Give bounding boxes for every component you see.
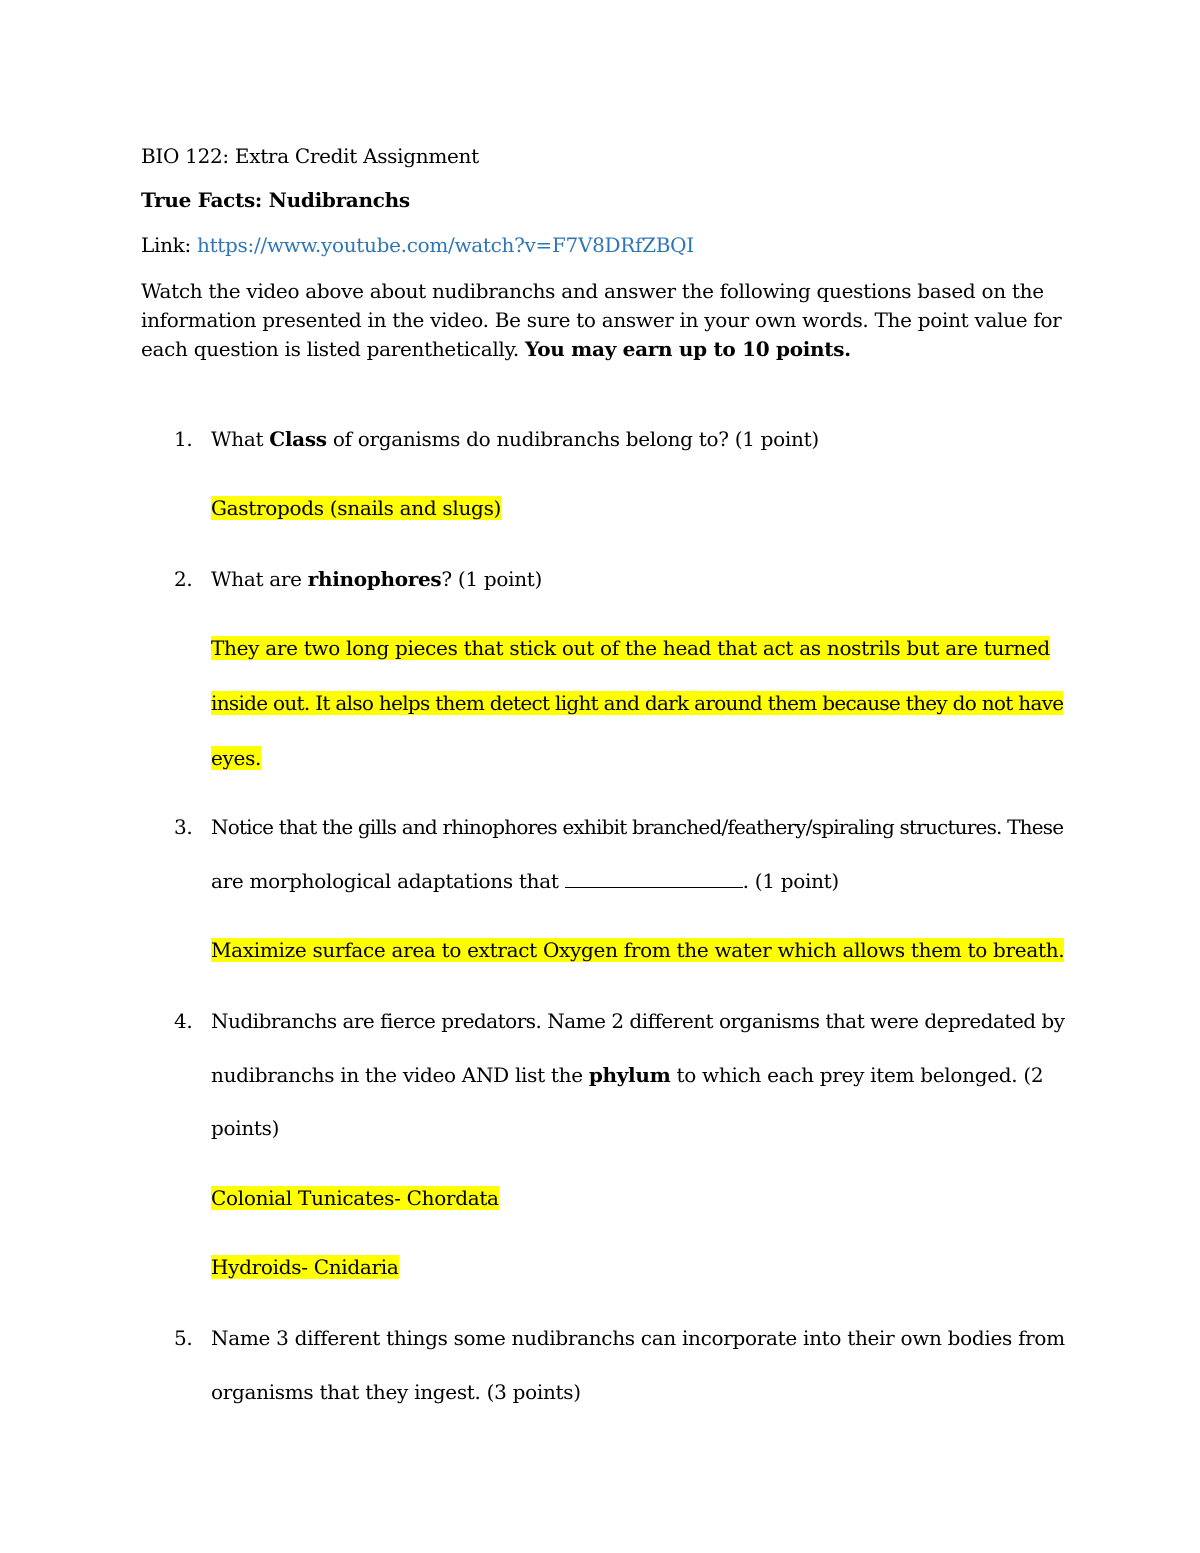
answer-2-line-1 <box>211 634 1050 662</box>
question-1-number: 1. <box>174 427 193 451</box>
answer-2-line-3-text: eyes. <box>211 746 262 770</box>
question-4-line-2 <box>211 1061 1043 1089</box>
answer-4-b <box>211 1253 399 1281</box>
link-line <box>141 231 694 259</box>
answer-3-text: Maximize surface area to extract Oxygen from the water which allows them to breath. <box>211 938 1065 962</box>
answer-2-line-2-text: inside out. It also helps them detect light and dark around them because they do not have <box>211 691 1064 715</box>
question-4-number: 4. <box>174 1009 193 1033</box>
question-4-line-2-bold: phylum <box>588 1063 671 1087</box>
course-heading: BIO 122: Extra Credit Assignment <box>141 144 479 168</box>
fill-in-blank <box>565 869 743 888</box>
question-3-line-2-pre: are morphological adaptations that <box>211 869 565 893</box>
question-3-line-2 <box>211 867 839 895</box>
answer-2-line-1-text: They are two long pieces that stick out of the head that act as nostrils but are turned <box>211 636 1050 660</box>
intro-line-3 <box>141 335 851 363</box>
answer-4-a <box>211 1184 499 1212</box>
question-5-number: 5. <box>174 1326 193 1350</box>
question-4-line-2-pre: nudibranchs in the video AND list the <box>211 1063 589 1087</box>
question-3-line-1: Notice that the gills and rhinophores exhibit branched/feathery/spiraling structures. These <box>211 815 1064 839</box>
link-label: Link: <box>141 233 197 257</box>
answer-2-line-2 <box>211 689 1063 717</box>
answer-1-text: Gastropods (snails and slugs) <box>211 496 502 520</box>
question-3-line-2-post: . (1 point) <box>742 869 839 893</box>
question-2-pre: What are <box>211 567 308 591</box>
question-2-text <box>211 565 542 593</box>
question-2-post: ? (1 point) <box>441 567 543 591</box>
answer-1 <box>211 494 501 522</box>
question-5-line-1: Name 3 different things some nudibranchs can incorporate into their own bodies from <box>211 1326 1065 1350</box>
answer-4-a-text: Colonial Tunicates- Chordata <box>211 1186 499 1210</box>
question-5-line-2: organisms that they ingest. (3 points) <box>211 1380 581 1404</box>
question-3-number: 3. <box>174 815 193 839</box>
question-4-line-1: Nudibranchs are fierce predators. Name 2 different organisms that were depredated by <box>211 1009 1065 1033</box>
question-1-post: of organisms do nudibranchs belong to? (1 point) <box>326 427 819 451</box>
answer-4-b-text: Hydroids- Cnidaria <box>211 1255 399 1279</box>
intro-line-3-text: each question is listed parenthetically. <box>141 337 525 361</box>
answer-3 <box>211 936 1064 964</box>
question-4-line-3: points) <box>211 1116 280 1140</box>
question-1-text <box>211 425 819 453</box>
question-2-number: 2. <box>174 567 193 591</box>
question-1-bold: Class <box>269 427 327 451</box>
question-4-line-2-post: to which each prey item belonged. (2 <box>670 1063 1044 1087</box>
question-2-bold: rhinophores <box>307 567 442 591</box>
assignment-title: True Facts: Nudibranchs <box>141 188 410 212</box>
video-link[interactable]: https://www.youtube.com/watch?v=F7V8DRfZBQI <box>196 233 694 257</box>
intro-line-2: information presented in the video. Be sure to answer in your own words. The point value for <box>141 308 1062 332</box>
points-note: You may earn up to 10 points. <box>524 337 851 361</box>
question-1-pre: What <box>211 427 270 451</box>
answer-2-line-3 <box>211 744 261 772</box>
intro-line-1: Watch the video above about nudibranchs and answer the following questions based on the <box>141 279 1044 303</box>
